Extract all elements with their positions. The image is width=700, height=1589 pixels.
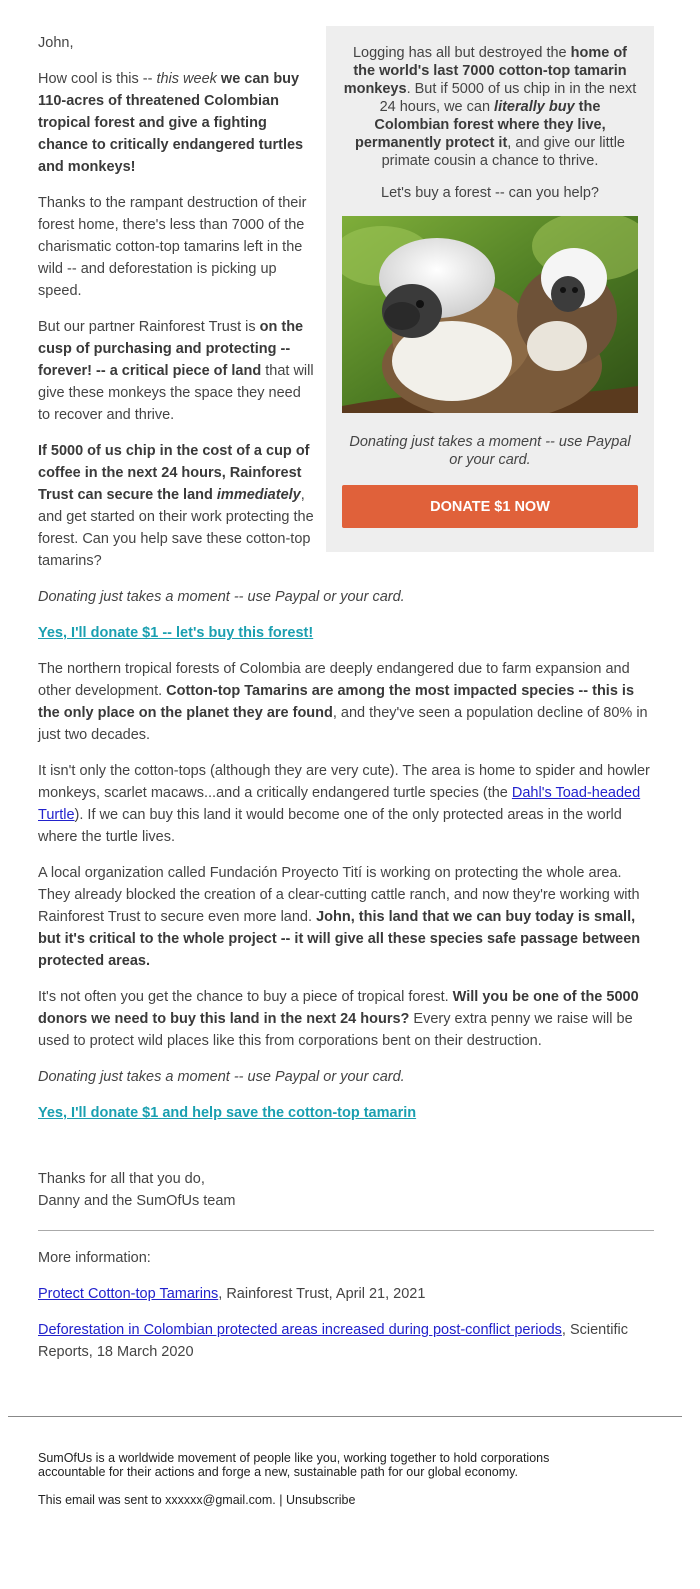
reference-link-tamarins[interactable]: Protect Cotton-top Tamarins — [38, 1286, 219, 1302]
species-paragraph: It isn't only the cotton-tops (although they are very cute). The area is home to spider and howler monkeys, scarlet macaws...and a critically endangered turtle species (the Dahl's Toad-headed Turtle). If we can buy this land it would become one of the only protected areas in the world where the turtle lives. — [38, 763, 650, 845]
divider — [38, 1230, 654, 1231]
destruction-paragraph: Thanks to the rampant destruction of their forest home, there's less than 7000 of the charismatic cotton-top tamarins left in the wild -- and deforestation is picking up speed. — [38, 195, 307, 299]
greeting: John, — [38, 35, 74, 51]
donate-note-2: Donating just takes a moment -- use Paypal or your card. — [38, 1069, 405, 1085]
sidebar-donate-note: Donating just takes a moment -- use Paypal or your card. — [349, 434, 631, 468]
sent-to-line: This email was sent to xxxxxx@gmail.com. | Unsubscribe — [38, 1493, 356, 1507]
unsubscribe-link[interactable]: Unsubscribe — [285, 1493, 356, 1507]
chip-in-paragraph: If 5000 of us chip in the cost of a cup of coffee in the next 24 hours, Rainforest Trust can secure the land immediately, and get started on their work protecting the forest. Can you help save these cotton-top tamarins? — [38, 443, 314, 569]
donate-now-button[interactable]: DONATE $1 NOW — [342, 485, 638, 528]
cta-paragraph-1 — [38, 622, 654, 644]
partner-paragraph: But our partner Rainforest Trust is on the cusp of purchasing and protecting -- forever! -- a critical piece of land that will give these monkeys the space they need to recover and thrive. — [38, 319, 314, 423]
tamarin-photo — [342, 216, 638, 413]
about-sumofus: SumOfUs is a worldwide movement of people like you, working together to hold corporations accountable for their actions and forge a new, sustainable path for our global economy. — [38, 1451, 550, 1479]
signoff-block: Thanks for all that you do, Danny and the SumOfUs team — [38, 1171, 236, 1209]
email-content — [38, 32, 654, 1377]
sidebar-text: Logging has all but destroyed the home of the world's last 7000 cotton-top tamarin monkeys. But if 5000 of us chip in in the next 24 hours, we can literally buy the Colombian forest where they live, permanently protect it, and give our little primate cousin a chance to thrive. — [343, 45, 637, 169]
reference-item: Protect Cotton-top Tamarins, Rainforest Trust, April 21, 2021 — [38, 1286, 426, 1302]
cta-paragraph-2 — [38, 1102, 654, 1124]
donate-note: Donating just takes a moment -- use Paypal or your card. — [38, 589, 405, 605]
chance-paragraph: It's not often you get the chance to buy a piece of tropical forest. Will you be one of the 5000 donors we need to buy this land in the next 24 hours? Every extra penny we raise will be used to protect wild places like this from corporations bent on their destruction. — [38, 989, 639, 1049]
recipient-email: xxxxxx@gmail.com — [165, 1493, 273, 1507]
turtle-link[interactable]: Dahl's Toad-headed Turtle — [38, 785, 641, 823]
donate-link-buy-forest[interactable]: Yes, I'll donate $1 -- let's buy this forest! — [38, 625, 314, 641]
donation-sidebar — [326, 26, 654, 552]
donate-link-save-tamarin[interactable]: Yes, I'll donate $1 and help save the cotton-top tamarin — [38, 1105, 417, 1121]
intro-paragraph: How cool is this -- this week we can buy 110-acres of threatened Colombian tropical forest and give a fighting chance to critically endangered turtles and monkeys! — [38, 71, 304, 175]
reference-link-deforestation[interactable]: Deforestation in Colombian protected areas increased during post-conflict periods — [38, 1322, 562, 1338]
more-info-label: More information: — [38, 1250, 151, 1266]
local-org-paragraph: A local organization called Fundación Proyecto Tití is working on protecting the whole area. They already blocked the creation of a clear-cutting cattle ranch, and now they're working with Rainforest Trust to secure even more land. John, this land that we can buy today is small, but it's critical to the whole project -- it will give all these species safe passage between protected areas. — [38, 865, 641, 969]
footer-body — [0, 1417, 618, 1507]
email-footer — [0, 1416, 700, 1521]
reference-item: Deforestation in Colombian protected areas increased during post-conflict periods, Scientific Reports, 18 March 2020 — [38, 1322, 628, 1360]
colombia-paragraph: The northern tropical forests of Colombia are deeply endangered due to farm expansion and other development. Cotton-top Tamarins are among the most impacted species -- this is the only place on the planet they are found, and they've seen a population decline of 80% in just two decades. — [38, 661, 648, 743]
sidebar-ask: Let's buy a forest -- can you help? — [381, 185, 599, 201]
